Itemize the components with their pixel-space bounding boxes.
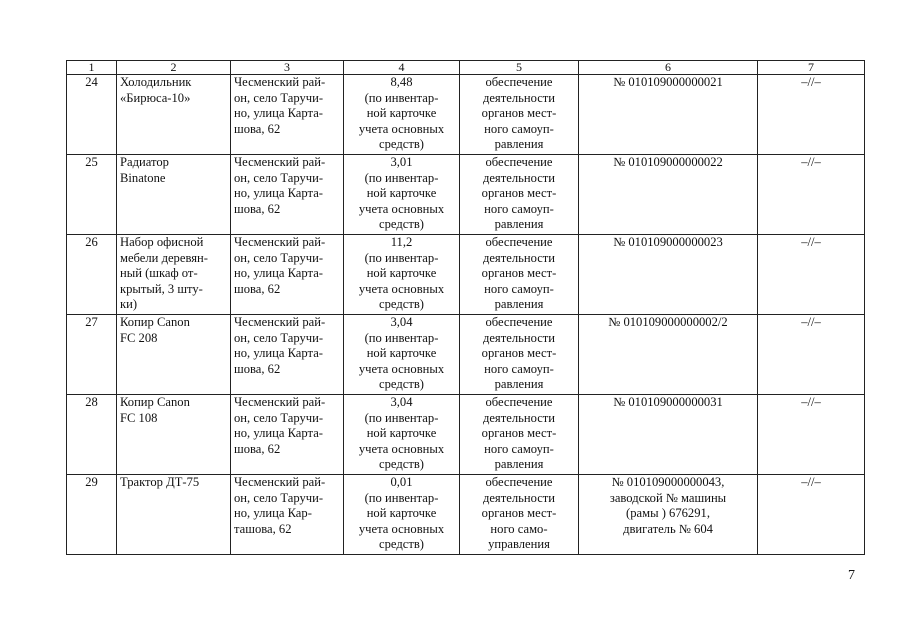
item-name: Копир Canon FC 108 (120, 395, 190, 425)
address-cell (231, 315, 344, 395)
address-cell (231, 395, 344, 475)
row-number: 28 (85, 395, 98, 409)
inventory-number-cell (579, 75, 758, 155)
inventory-table (66, 60, 865, 555)
table-row (67, 235, 865, 315)
row-number-cell (67, 315, 117, 395)
note-cell (758, 475, 865, 555)
column-header: 4 (344, 61, 460, 75)
item-name: Набор офисной мебели деревян- ный (шкаф от- крытый, 3 шту- ки) (120, 235, 208, 312)
ditto-mark: –//– (801, 395, 821, 409)
inventory-number-cell (579, 315, 758, 395)
purpose-cell (460, 155, 579, 235)
item-purpose: обеспечение деятельности органов мест- ного само- управления (481, 475, 557, 552)
item-purpose: обеспечение деятельности органов мест- ного самоуп- равления (481, 155, 557, 232)
item-name: Радиатор Binatone (120, 155, 169, 185)
note-cell (758, 235, 865, 315)
table-row (67, 155, 865, 235)
row-number-cell (67, 75, 117, 155)
value-cell (344, 395, 460, 475)
value-cell (344, 475, 460, 555)
note-cell (758, 155, 865, 235)
address-cell (231, 75, 344, 155)
row-number: 25 (85, 155, 98, 169)
inventory-number: № 010109000000022 (613, 155, 723, 169)
item-name: Копир Canon FC 208 (120, 315, 190, 345)
item-value: 0,01 (по инвентар- ной карточке учета основных средств) (358, 475, 445, 552)
column-header: 5 (460, 61, 579, 75)
page-number: 7 (848, 568, 855, 583)
table-header (67, 61, 865, 75)
inventory-number-cell (579, 475, 758, 555)
row-number: 27 (85, 315, 98, 329)
inventory-number: № 010109000000021 (613, 75, 723, 89)
address-cell (231, 475, 344, 555)
value-cell (344, 315, 460, 395)
purpose-cell (460, 235, 579, 315)
purpose-cell (460, 395, 579, 475)
purpose-cell (460, 475, 579, 555)
item-name: Трактор ДТ-75 (120, 475, 200, 489)
row-number: 26 (85, 235, 98, 249)
item-value: 3,04 (по инвентар- ной карточке учета основных средств) (358, 315, 445, 392)
table-row (67, 75, 865, 155)
ditto-mark: –//– (801, 315, 821, 329)
inventory-number-cell (579, 395, 758, 475)
purpose-cell (460, 75, 579, 155)
row-number-cell (67, 395, 117, 475)
row-number: 29 (85, 475, 98, 489)
address-cell (231, 235, 344, 315)
row-number-cell (67, 235, 117, 315)
item-name-cell (117, 315, 231, 395)
value-cell (344, 235, 460, 315)
item-address: Чесменский рай- он, село Таручи- но, улица Карта- шова, 62 (234, 235, 326, 296)
item-name-cell (117, 155, 231, 235)
item-name-cell (117, 235, 231, 315)
column-header: 6 (579, 61, 758, 75)
item-name-cell (117, 395, 231, 475)
column-header: 3 (231, 61, 344, 75)
table-body (67, 75, 865, 555)
item-purpose: обеспечение деятельности органов мест- ного самоуп- равления (481, 75, 557, 152)
item-address: Чесменский рай- он, село Таручи- но, улица Карта- шова, 62 (234, 395, 326, 456)
note-cell (758, 395, 865, 475)
inventory-number: № 010109000000002/2 (608, 315, 728, 329)
column-header: 7 (758, 61, 865, 75)
item-address: Чесменский рай- он, село Таручи- но, улица Карта- шова, 62 (234, 315, 326, 376)
inventory-number-cell (579, 235, 758, 315)
item-purpose: обеспечение деятельности органов мест- ного самоуп- равления (481, 235, 557, 312)
row-number-cell (67, 155, 117, 235)
item-address: Чесменский рай- он, село Таручи- но, улица Кар- ташова, 62 (234, 475, 326, 536)
ditto-mark: –//– (801, 475, 821, 489)
value-cell (344, 155, 460, 235)
header-row (67, 61, 865, 75)
table-row (67, 475, 865, 555)
address-cell (231, 155, 344, 235)
purpose-cell (460, 315, 579, 395)
item-purpose: обеспечение деятельности органов мест- ного самоуп- равления (481, 395, 557, 472)
item-value: 11,2 (по инвентар- ной карточке учета основных средств) (358, 235, 445, 312)
inventory-number: № 010109000000031 (613, 395, 723, 409)
ditto-mark: –//– (801, 155, 821, 169)
item-name-cell (117, 475, 231, 555)
ditto-mark: –//– (801, 75, 821, 89)
item-name: Холодильник «Бирюса-10» (120, 75, 192, 105)
item-address: Чесменский рай- он, село Таручи- но, улица Карта- шова, 62 (234, 155, 326, 216)
table-row (67, 395, 865, 475)
column-header: 1 (67, 61, 117, 75)
value-cell (344, 75, 460, 155)
ditto-mark: –//– (801, 235, 821, 249)
note-cell (758, 315, 865, 395)
note-cell (758, 75, 865, 155)
row-number: 24 (85, 75, 98, 89)
item-name-cell (117, 75, 231, 155)
column-header: 2 (117, 61, 231, 75)
item-address: Чесменский рай- он, село Таручи- но, улица Карта- шова, 62 (234, 75, 326, 136)
item-value: 3,01 (по инвентар- ной карточке учета основных средств) (358, 155, 445, 232)
item-value: 8,48 (по инвентар- ной карточке учета основных средств) (358, 75, 445, 152)
inventory-number: № 010109000000023 (613, 235, 723, 249)
inventory-number-cell (579, 155, 758, 235)
item-value: 3,04 (по инвентар- ной карточке учета основных средств) (358, 395, 445, 472)
row-number-cell (67, 475, 117, 555)
item-purpose: обеспечение деятельности органов мест- ного самоуп- равления (481, 315, 557, 392)
table-row (67, 315, 865, 395)
inventory-number: № 010109000000043, заводской № машины (рамы ) 676291, двигатель № 604 (609, 475, 727, 536)
